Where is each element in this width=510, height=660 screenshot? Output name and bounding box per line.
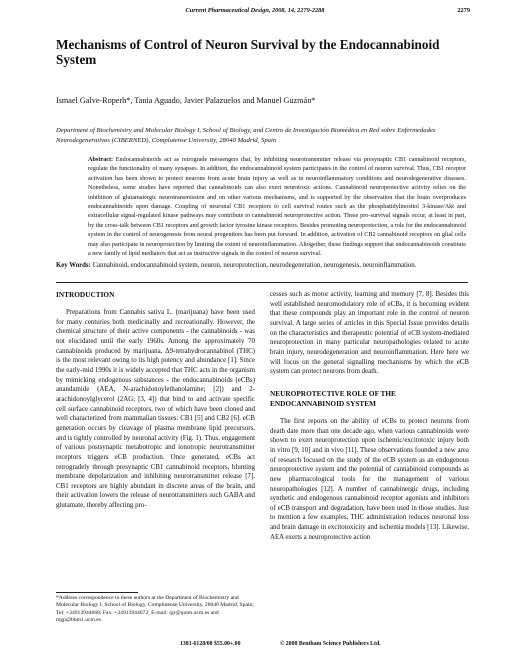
abstract-label: Abstract: <box>88 156 114 163</box>
neuroprotective-heading: NEUROPROTECTIVE ROLE OF THE ENDOCANNABINOID SYSTEM <box>270 388 396 408</box>
page-number: 2279 <box>457 7 470 14</box>
affiliation: Department of Biochemistry and Molecular Biology I, School of Biology, and Centro de Investigación Biomédica en Red sobre Enfermedades Neurodegenerativas (CIBERNED), Complutense University, 28040 Madrid, Spain <box>56 127 436 144</box>
keywords-label: Key Words: <box>56 262 91 269</box>
section-divider <box>56 282 468 283</box>
introduction-paragraph: Preparations from Cannabis sativa L. (marijuana) have been used for many centuries both medicinally and recreationally. However, the chemical structure of their active components - the cannabinoids - was not elucidated until the early 1960s. Among the approximately 70 cannabinoids produced by marijuana, Δ9-tetrahydrocannabinol (THC) is the most relevant owing to its high potency and abundance [1]. Since the early-mid 1990s it is widely accepted that THC acts in the organism by mimicking endogenous substances - the endocannabinoids (eCBs) anandamide (AEA, N-arachidonoylethanolamine; [2]) and 2-arachidonoylglycerol (2AG; [3, 4]) that bind to and activate specific cell surface cannabinoid receptors, two of which have been cloned and well characterized from mammalian tissues: CB1 [5] and CB2 [6]. eCB generation occurs by cleavage of plasma membrane lipid precursors, and is tightly controlled by neuronal activity (Fig. 1). Thus, engagement of various postsynaptic metabotropic and ionotropic neurotransmitter receptors triggers eCB production. Once generated, eCBs act retrogradely through presynaptic CB1 cannabinoid receptors, blunting membrane depolarization and inhibiting neurotransmitter release [7]. CB1 receptors are highly abundant in discrete areas of the brain, and their activation lowers the release of neurotransmitters such GABA and glutamate, thereby affecting pro- <box>56 309 255 510</box>
footnote-divider <box>56 592 138 593</box>
abstract-text: Endocannabinoids act as retrograde messengers that, by inhibiting neurotransmitter release via presynaptic CB1 cannabinoid receptors, regulate the functionality of many synapses. In addition, the endocannabinoid system participates in the control of neuron survival. Thus, CB1 receptor activation has been shown to protect neurons from acute brain injury as well as in neuroinflammatory conditions and neurodegenerative diseases. Nonetheless, some studies have reported that cannabinoids can also exert neurotoxic actions. Cannabinoid neuroprotective activity relies on the inhibition of glutamatergic neurotransmission and on other various mechanisms, and is supported by the observation that the brain overproduces endocannabinoids upon damage. Coupling of neuronal CB1 receptors to cell survival routes such as the phosphatidylinositol 3-kinase/Akt and extracellular signal-regulated kinase pathways may contribute to cannabinoid neuroprotective action. These pro-survival signals occur, at least in part, by the cross-talk between CB1 receptors and growth factor tyrosine kinase receptors. Besides promoting neuroprotection, a role for the endocannabinoid system in the control of neurogenesis from neural progenitors has been put forward. In addition, activation of CB2 cannabinoid receptors on glial cells may also participate in neuroprotection by limiting the extent of neuroinflammation. Altogether, these findings support that endocannabinoids constitute a new family of lipid mediators that act as instructive signals in the control of neuron survival. <box>88 156 466 258</box>
introduction-heading: INTRODUCTION <box>56 290 115 299</box>
abstract <box>88 155 466 258</box>
keywords-text: Cannabinoid, endocannabinoid system, neuron, neuroprotection, neurodegeneration, neurogenesis, neuroinflammation. <box>92 262 417 269</box>
correspondence-footnote: *Address correspondence to these authors at the Department of Biochemistry and Molecular Biology I, School of Biology, Complutense University, 28040 Madrid, Spain; Tel: +34913944668; Fax: +34913944672; E-mail: igr@quim.ucm.es and mgp@bbm1.ucm.es <box>56 595 254 624</box>
keywords <box>56 261 466 271</box>
intro-continuation-paragraph: cesses such as motor activity, learning and memory [7, 8]. Besides this well established neuromodulatory role of eCBs, it is becoming evident that these compounds play an important role in the control of neuron survival. A large series of articles in this Special Issue provides details on the characteristics and therapeutic potential of eCB system-mediated neuroprotection in many particular neuropathologies related to acute brain injury, neurodegeneration and neuroinflammation. Here here we will focus on the general signalling mechanisms by which the eCB system can protect neurons from death. <box>270 291 469 376</box>
left-column <box>56 290 255 511</box>
journal-citation: Current Pharmaceutical Design, 2008, 14, 2279-2288 <box>185 7 325 14</box>
author-list: Ismael Galve-Roperh*, Tania Aguado, Javier Palazuelos and Manuel Guzmán* <box>56 96 316 105</box>
neuroprotective-paragraph: The first reports on the ability of eCBs to protect neurons from death date more than one decade ago, when various cannabinoids were shown to exert neuroprotection upon ischemic/excitotoxic injury both in vitro [9, 10] and in vivo [11]. These observations founded a new area of research focused on the study of the eCB system as an endogenous neuroprotective system and the potential of cannabinoid compounds as new pharmacological tools for the management of various neuropathologies [12]. A number of cannabinergic drugs, including synthetic and endogenous cannabinoid receptor agonists and inhibitors of eCB transport and degradation, have been used in those studies. Just to mention a few examples, THC administration reduces neuronal loss and brain damage in excitotoxicity and ischemia models [13]. Likewise, AEA exerts a neuroprotective action <box>270 417 469 541</box>
article-title: Mechanisms of Control of Neuron Survival by the Endocannabinoid System <box>56 37 440 67</box>
right-column <box>270 290 469 542</box>
copyright: © 2008 Bentham Science Publishers Ltd. <box>280 641 381 647</box>
issn-price: 1381-6128/08 $55.00+.00 <box>180 641 241 647</box>
